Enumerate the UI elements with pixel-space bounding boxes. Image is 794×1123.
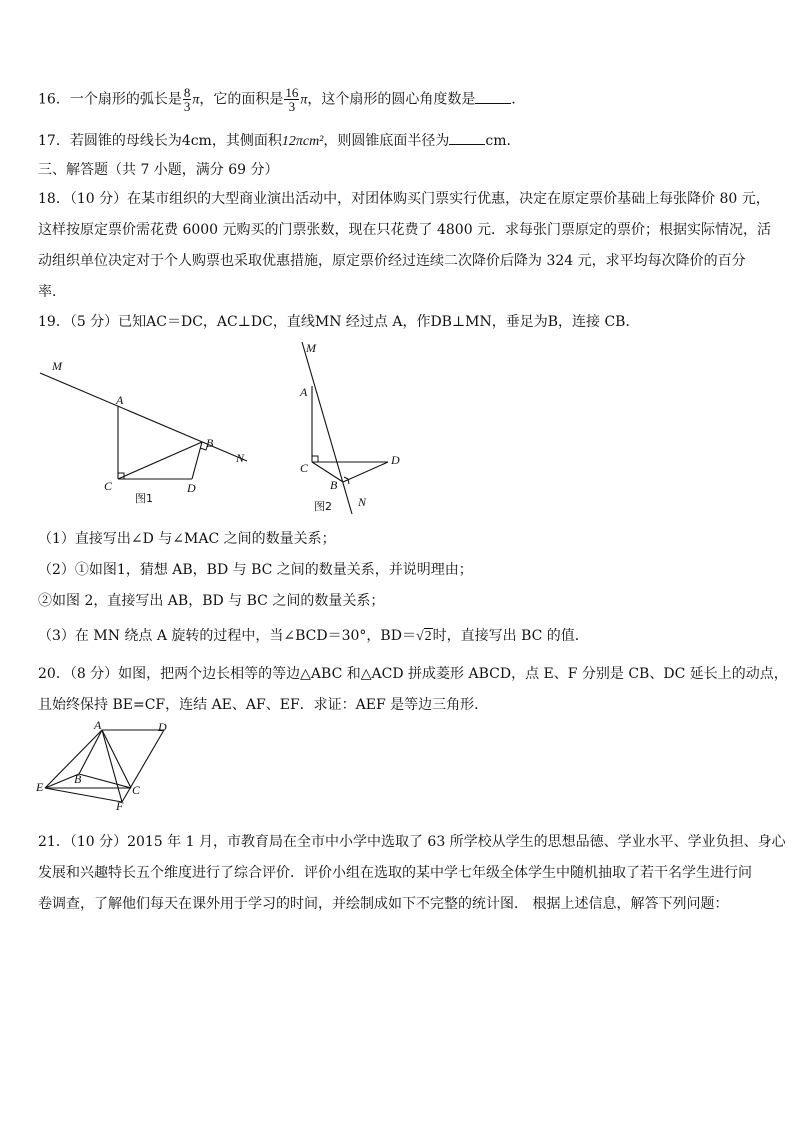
segment-dc	[122, 730, 164, 802]
q19-stem: 19．（5 分）已知AC＝DC，AC⊥DC，直线MN 经过点 A，作DB⊥MN，垂足为B，连接 CB．	[38, 314, 640, 330]
fraction-denominator: 3	[288, 99, 296, 114]
q18-line-2: 这样按原定票价需花费 6000 元购买的门票张数，现在只花费了 4800 元．求每张门票原定的票价；根据实际情况，活	[38, 222, 772, 238]
label-m: M	[306, 341, 316, 355]
section-heading: 三、解答题（共 7 小题，满分 69 分）	[38, 162, 279, 178]
label-a: A	[300, 385, 308, 399]
label-c: C	[132, 783, 141, 797]
q19-sub-3-text-1: （3）在 MN 绕点 A 旋转的过程中，当∠BCD＝30°，BD＝	[38, 628, 416, 644]
q21-line-2: 发展和兴趣特长五个维度进行了综合评价．评价小组在选取的某中学七年级全体学生中随机抽取了若干名学生进行问	[38, 865, 752, 881]
q17-text-1: 17．若圆锥的母线长为4cm，其侧面积	[38, 133, 282, 149]
label-n: N	[236, 451, 245, 465]
q19-sub-2a: （2）①如图1，猜想 AB，BD 与 BC 之间的数量关系，并说明理由；	[38, 562, 473, 578]
answer-blank	[475, 89, 511, 104]
q16-fraction-1	[183, 86, 192, 113]
fraction-numerator: 8	[183, 85, 191, 100]
fraction-denominator: 3	[183, 99, 191, 114]
q19-sub-1: （1）直接写出∠D 与∠MAC 之间的数量关系；	[38, 531, 336, 547]
label-b: B	[206, 436, 214, 450]
line-mn	[40, 373, 247, 461]
q16-text-1: 16．一个扇形的弧长是	[38, 91, 182, 108]
figure-caption: 图1	[135, 492, 153, 505]
q20-line-2: 且始终保持 BE=CF，连结 AE、AF、EF．求证：AEF 是等边三角形．	[38, 697, 489, 713]
q19-sub-3-text-2: 时，直接写出 BC 的值．	[432, 628, 589, 644]
q18-line-1: 18．（10 分）在某市组织的大型商业演出活动中，对团体购买门票实行优惠，决定在原定票价基础上每张降价 80 元，	[38, 191, 770, 207]
fraction-numerator: 16	[285, 85, 299, 100]
pi-symbol: π	[300, 92, 308, 108]
answer-blank	[449, 130, 485, 145]
line-mn	[302, 342, 352, 514]
label-b: B	[74, 772, 82, 786]
q20-line-1: 20．（8 分）如图，把两个边长相等的等边△ABC 和△ACD 拼成菱形 ABCD，点 E、F 分别是 CB、DC 延长上的动点，	[38, 666, 788, 682]
segment-cb	[118, 442, 202, 479]
label-c: C	[300, 461, 309, 475]
segment-ef	[45, 788, 122, 802]
q19-sub-2b: ②如图 2，直接写出 AB，BD 与 BC 之间的数量关系；	[38, 593, 385, 609]
q17-text-2: ，则圆锥底面半径为	[323, 133, 450, 149]
label-b: B	[330, 478, 338, 492]
q16-fraction-2	[284, 86, 299, 113]
label-e: E	[36, 780, 44, 794]
q19-figure-1	[30, 352, 260, 512]
right-angle-mark-c	[312, 456, 318, 462]
q16-line	[38, 86, 525, 113]
label-d: D	[187, 481, 196, 495]
q17-area-expression: 12πcm²	[281, 134, 324, 149]
label-n: N	[358, 495, 367, 509]
segment-af	[102, 730, 122, 802]
segment-db	[343, 462, 388, 482]
figure-caption: 图2	[314, 500, 332, 513]
label-c: C	[104, 479, 113, 493]
q16-end: ．	[511, 91, 526, 108]
q18-line-3: 动组织单位决定对于个人购票也采取优惠措施，原定票价经过连续二次降价后降为 324 元，求平均每次降价的百分	[38, 253, 746, 269]
q20-figure	[36, 718, 176, 810]
sqrt-expression: √2	[415, 629, 432, 644]
label-a: A	[116, 393, 124, 407]
q19-figure-2	[290, 336, 420, 518]
q17-line	[38, 130, 521, 152]
segment-ac	[102, 730, 131, 788]
q21-line-3: 卷调查，了解他们每天在课外用于学习的时间，并绘制成如下不完整的统计图． 根据上述信息，解答下列问题：	[38, 896, 729, 912]
q16-text-2: ，它的面积是	[199, 91, 284, 108]
q17-end: cm．	[485, 133, 521, 149]
label-f: F	[116, 799, 124, 810]
label-a: A	[94, 718, 102, 732]
q18-line-4: 率．	[38, 284, 66, 300]
segment-db	[192, 442, 202, 479]
label-d: D	[158, 720, 167, 734]
pi-symbol: π	[192, 92, 200, 108]
label-m: M	[52, 359, 62, 373]
q21-line-1: 21．（10 分）2015 年 1 月，市教育局在全市中小学中选取了 63 所学校从学生的思想品德、学业水平、学业负担、身心	[38, 834, 786, 850]
q19-sub-3	[38, 626, 589, 647]
segment-bc	[79, 774, 131, 788]
q16-text-3: ，这个扇形的圆心角度数是	[307, 91, 476, 108]
segment-cb	[312, 462, 343, 482]
label-d: D	[391, 453, 400, 467]
segment-ab	[79, 730, 102, 774]
radicand: 2	[424, 629, 432, 644]
